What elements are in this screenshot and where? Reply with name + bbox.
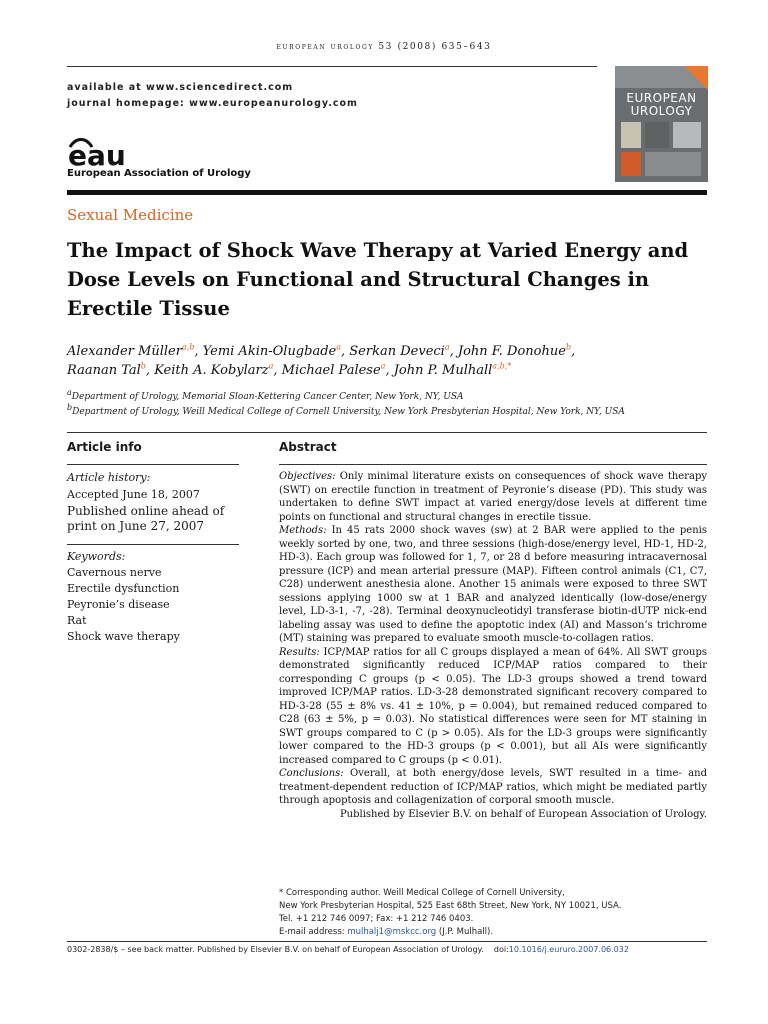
- copyright-line: 0302-2838/$ – see back matter. Published by Elsevier B.V. on behalf of European Association of Urology. doi:10.1016/j.eururo.2007.06.032: [67, 945, 629, 954]
- journal-homepage-link[interactable]: journal homepage: www.europeanurology.com: [67, 98, 358, 109]
- eau-logo-text: European Association of Urology: [67, 168, 251, 179]
- cover-panel: [621, 122, 641, 148]
- keyword: Erectile dysfunction: [67, 582, 180, 595]
- availability-info: [67, 80, 358, 112]
- section-label: Sexual Medicine: [67, 206, 194, 224]
- author: Keith A. Kobylarz$^a$,: [154, 361, 282, 378]
- keywords: [67, 549, 239, 645]
- cover-panel: [645, 152, 701, 176]
- header-rule: [67, 66, 597, 67]
- corresponding-author-footnote: * Corresponding author. Weill Medical College of Cornell University, New York Presbyterian Hospital, 525 East 68th Street, New York, NY 10021, USA. Tel. +1 212 746 0097; Fax: +1 212 746 0403. E-mail address: mulhalj1@mskcc.org (J.P. Mulhall).: [279, 888, 622, 937]
- email-link[interactable]: mulhalj1@mskcc.org: [347, 927, 437, 937]
- author: Yemi Akin-Olugbade$^a$,: [202, 342, 350, 359]
- journal-cover-image[interactable]: [615, 66, 708, 182]
- author: Raanan Tal$^b$,: [67, 361, 155, 378]
- author: John F. Donohue$^b$,: [457, 342, 576, 359]
- author: Alexander Müller$^{a,b}$,: [67, 342, 203, 359]
- keyword: Cavernous nerve: [67, 566, 162, 579]
- published-by: Published by Elsevier B.V. on behalf of European Association of Urology.: [339, 808, 707, 820]
- eau-logo-mark: [66, 135, 146, 169]
- footer-rule: [67, 941, 707, 942]
- journal-citation: european urology 53 (2008) 635–643: [276, 42, 492, 52]
- keyword: Peyronie’s disease: [67, 598, 170, 611]
- abstract-heading: Abstract: [279, 440, 337, 454]
- article-history: [67, 470, 239, 534]
- sciencedirect-link[interactable]: available at www.sciencedirect.com: [67, 82, 294, 93]
- cover-corner-badge: [684, 66, 708, 90]
- cover-panel: [621, 152, 641, 176]
- author-list: [67, 342, 707, 380]
- article-title: The Impact of Shock Wave Therapy at Varied Energy and Dose Levels on Functional and Structural Changes in Erectile Tissue: [67, 239, 689, 320]
- affiliation: aDepartment of Urology, Memorial Sloan-Kettering Cancer Center, New York, NY, USA: [67, 388, 464, 402]
- title-rule: [67, 190, 707, 195]
- doi-link[interactable]: 10.1016/j.eururo.2007.06.032: [508, 945, 629, 954]
- abstract-results: Results: ICP/MAP ratios for all C groups displayed a mean of 64%. All SWT groups demonstrated significantly reduced ICP/MAP ratios compared to their corresponding C groups (p < 0.05). The LD-3 groups showed a trend toward improved ICP/MAP ratios. LD-3-28 demonstrated significant recovery compared to HD-3-28 (55 ± 8% vs. 41 ± 10%, p = 0.004), but remained reduced compared to C28 (63 ± 5%, p = 0.03). No statistical differences were seen for MT staining in SWT groups compared to C (p > 0.05). AIs for the LD-3 groups were significantly lower compared to the HD-3 groups (p < 0.001), but all AIs were significantly increased compared to C groups (p < 0.01).: [279, 646, 707, 766]
- author: Michael Palese$^a$,: [281, 361, 394, 378]
- affiliations: [67, 390, 717, 420]
- article-info-rule: [67, 464, 239, 465]
- cover-panel: [645, 122, 669, 148]
- abstract-objectives: Objectives: Only minimal literature exists on consequences of shock wave therapy (SWT) on erectile function in treatment of Peyronie’s disease (PD). This study was undertaken to define SWT impact at varied energy/dose levels at different time points on functional and structural changes in erectile tissue.: [279, 471, 707, 523]
- cover-title: EUROPEAN UROLOGY: [626, 91, 697, 118]
- author: Serkan Deveci$^a$,: [349, 342, 458, 359]
- affiliation: bDepartment of Urology, Weill Medical College of Cornell University, New York Presbyterian Hospital, New York, NY, USA: [67, 403, 625, 417]
- abstract-conclusions: Conclusions: Overall, at both energy/dose levels, SWT resulted in a time- and treatment-dependent reduction of ICP/MAP ratios, which might be mediated partly through apoptosis and collagenization of corporal smooth muscle.: [279, 768, 707, 806]
- article-info-heading: Article info: [67, 440, 142, 454]
- svg-text:eau: eau: [68, 139, 126, 169]
- author: John P. Mulhall$^{a,b,*}$: [393, 361, 512, 378]
- published-online: Published online ahead of print on June 27, 2007: [67, 504, 225, 533]
- article-history-label: Article history:: [67, 471, 151, 484]
- keywords-label: Keywords:: [67, 550, 126, 563]
- keyword: Shock wave therapy: [67, 630, 180, 643]
- info-top-rule: [67, 432, 707, 433]
- abstract-rule: [279, 464, 707, 465]
- abstract-body: [279, 470, 707, 821]
- accepted-date: Accepted June 18, 2007: [67, 488, 200, 501]
- keywords-rule: [67, 544, 239, 545]
- keyword: Rat: [67, 614, 87, 627]
- cover-panel: [673, 122, 701, 148]
- abstract-methods: Methods: In 45 rats 2000 shock waves (sw) at 2 BAR were applied to the penis weekly sorted by one, two, and three sessions (high-dose/energy level, HD-1, HD-2, HD-3). Each group was followed for 1, 7, or 28 d before measuring intracavernosal pressure (ICP) and mean arterial pressure (MAP). Fifteen control animals (C1, C7, C28) underwent anesthesia alone. Another 15 animals were exposed to three SWT sessions applying 1000 sw at 1 BAR and analyzed identically (low-dose/energy level, LD-3-1, -7, -28). Terminal deoxynucleotidyl transferase biotin-dUTP nick-end labeling assay was used to define the apoptotic index (AI) and Masson’s trichrome (MT) staining was prepared to evaluate smooth muscle-to-collagen ratios.: [279, 525, 707, 644]
